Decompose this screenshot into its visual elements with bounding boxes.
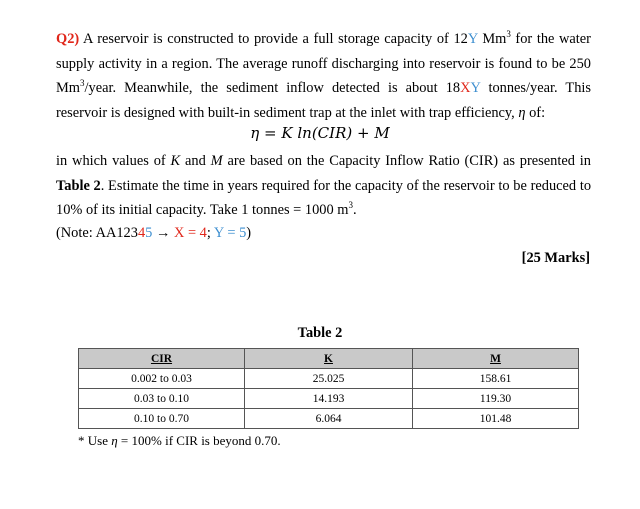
instruction-paragraph — [56, 149, 591, 223]
text-segment: A reservoir is constructed to provide a full storage capacity of 12 — [79, 31, 468, 47]
text-segment: and — [180, 153, 211, 169]
table-row — [79, 409, 579, 429]
question-number: Q2) — [56, 31, 80, 47]
text-segment: . — [352, 202, 357, 218]
cir-table — [78, 348, 579, 429]
text-segment: Mm — [477, 31, 507, 47]
k-cell: 6.064 — [245, 409, 413, 429]
x-value: X = 4 — [173, 225, 207, 241]
variable-y: Y — [470, 80, 481, 96]
header-m: M — [413, 349, 579, 369]
text-segment: are based on the Capacity Inflow Ratio (CIR) as presented in — [222, 153, 591, 169]
marks-label: [25 Marks] — [521, 250, 590, 266]
superscript: 3 — [348, 200, 353, 210]
header-cir: CIR — [79, 349, 245, 369]
text-segment: tonnes/year. This reservoir is designed with built-in sediment trap at the inlet with trap efficiency, — [56, 80, 592, 121]
table-reference: Table 2 — [56, 177, 101, 194]
variable-m: M — [210, 153, 223, 169]
table-header-row — [79, 349, 579, 369]
variable-k: K — [170, 153, 181, 169]
text-segment: * Use — [78, 433, 112, 448]
y-value: Y = 5 — [213, 225, 247, 241]
text-segment: of: — [525, 104, 546, 121]
superscript: 3 — [80, 78, 85, 88]
arrow-icon: → — [152, 225, 174, 241]
question-paragraph — [56, 27, 591, 125]
table-row — [79, 369, 579, 389]
cir-cell: 0.002 to 0.03 — [79, 369, 245, 389]
superscript: 3 — [506, 29, 511, 39]
eta-symbol: η — [111, 433, 118, 448]
text-segment: /year. Meanwhile, the sediment inflow detected is about 18 — [84, 80, 461, 96]
text-segment: in which values of — [56, 153, 171, 169]
digit-x: 4 — [137, 225, 146, 241]
separator: ; — [206, 225, 214, 241]
student-id-note — [56, 225, 251, 242]
text-segment: for the water supply activity in a region. The average runoff discharging into reservoir is found to be 250 Mm — [56, 31, 591, 96]
text-segment: . Estimate the time in years required for the capacity of the reservoir to be reduced to 10% of its initial capacity. Take 1 tonnes = 1000 m — [56, 177, 592, 218]
cir-cell: 0.03 to 0.10 — [79, 389, 245, 409]
text-segment: = 100% if CIR is beyond 0.70. — [117, 433, 281, 448]
m-cell: 101.48 — [413, 409, 579, 429]
variable-x: X — [460, 80, 471, 96]
note-close: ) — [246, 225, 252, 241]
m-cell: 158.61 — [413, 369, 579, 389]
header-k: K — [245, 349, 413, 369]
k-cell: 25.025 — [245, 369, 413, 389]
variable-y: Y — [467, 31, 478, 47]
table-footnote — [78, 433, 281, 449]
cir-cell: 0.10 to 0.70 — [79, 409, 245, 429]
digit-y: 5 — [145, 225, 153, 241]
note-prefix: (Note: AA123 — [56, 225, 138, 241]
m-cell: 119.30 — [413, 389, 579, 409]
table-caption: Table 2 — [297, 325, 343, 341]
table-row — [79, 389, 579, 409]
k-cell: 14.193 — [245, 389, 413, 409]
eta-symbol: η — [518, 104, 526, 121]
trap-efficiency-equation: η = K ln(CIR) + M — [250, 124, 390, 142]
